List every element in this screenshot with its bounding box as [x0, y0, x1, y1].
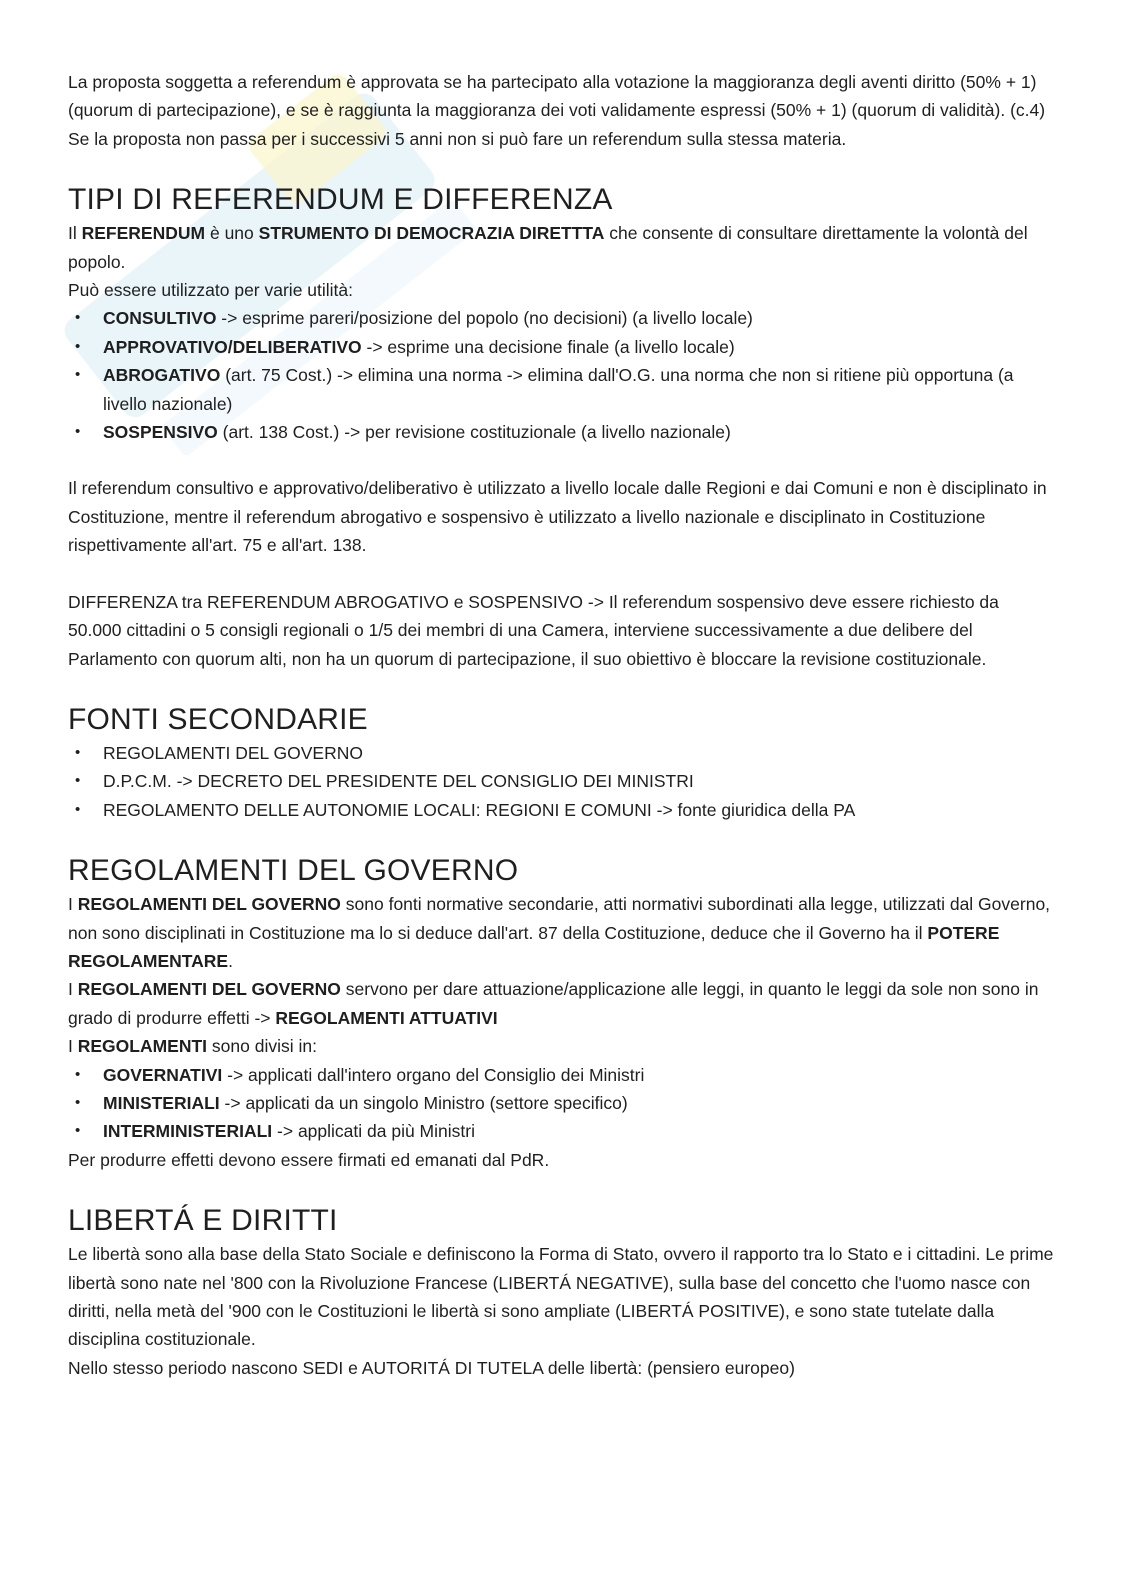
liberta-paragraph-2: Nello stesso periodo nascono SEDI e AUTORITÁ DI TUTELA delle libertà: (pensiero europeo) [68, 1357, 795, 1378]
referendum-types-list [68, 304, 1054, 446]
list-item: • GOVERNATIVI -> applicati dall'intero organo del Consiglio dei Ministri [68, 1061, 1054, 1089]
regolamenti-paragraph-2: I REGOLAMENTI DEL GOVERNO servono per dare attuazione/applicazione alle leggi, in quanto le leggi da sole non sono in grado di produrre effetti -> REGOLAMENTI ATTUATIVI [68, 979, 1039, 1028]
list-item: • MINISTERIALI -> applicati da un singolo Ministro (settore specifico) [68, 1089, 1054, 1117]
heading-tipi-referendum: TIPI DI REFERENDUM E DIFFERENZA [68, 183, 613, 217]
heading-liberta-diritti: LIBERTÁ E DIRITTI [68, 1204, 338, 1238]
list-item: • APPROVATIVO/DELIBERATIVO -> esprime una decisione finale (a livello locale) [68, 333, 1054, 361]
fonti-list [68, 739, 1054, 824]
heading-fonti-secondarie: FONTI SECONDARIE [68, 702, 368, 736]
liberta-paragraph-1: Le libertà sono alla base della Stato Sociale e definiscono la Forma di Stato, ovvero il rapporto tra lo Stato e i cittadini. Le prime libertà sono nate nel '800 con la Rivoluzione Francese (LIBERTÁ NEGATIVE), sulla base del concetto che l'uomo nasce con diritti, nella metà del '900 con le Costituzioni le libertà si sono ampliate (LIBERTÁ POSITIVE), e sono state tutelate dalla disciplina costituzionale. [68, 1244, 1054, 1350]
document-page [68, 68, 1054, 1382]
tipi-paragraph-4: DIFFERENZA tra REFERENDUM ABROGATIVO e SOSPENSIVO -> Il referendum sospensivo deve essere richiesto da 50.000 cittadini o 5 consigli regionali o 1/5 dei membri di una Camera, interviene successivamente a due delibere del Parlamento con quorum alti, non ha un quorum di partecipazione, il suo obiettivo è bloccare la revisione costituzionale. [68, 591, 999, 669]
regolamenti-types-list [68, 1061, 1054, 1146]
tipi-paragraph-1: Il REFERENDUM è uno STRUMENTO DI DEMOCRAZIA DIRETTTA che consente di consultare direttamente la volontà del popolo. [68, 223, 1028, 272]
regolamenti-paragraph-1: I REGOLAMENTI DEL GOVERNO sono fonti normative secondarie, atti normativi subordinati alla legge, utilizzati dal Governo, non sono disciplinati in Costituzione ma lo si deduce dall'art. 87 della Costituzione, deduce che il Governo ha il POTERE REGOLAMENTARE. [68, 894, 1051, 971]
heading-regolamenti-governo: REGOLAMENTI DEL GOVERNO [68, 854, 519, 888]
list-item: • SOSPENSIVO (art. 138 Cost.) -> per revisione costituzionale (a livello nazionale) [68, 418, 1054, 446]
intro-paragraph-2: Se la proposta non passa per i successivi 5 anni non si può fare un referendum sulla stessa materia. [68, 128, 847, 149]
list-item: • CONSULTIVO -> esprime pareri/posizione del popolo (no decisioni) (a livello locale) [68, 304, 1054, 332]
regolamenti-paragraph-4: Per produrre effetti devono essere firmati ed emanati dal PdR. [68, 1149, 550, 1170]
list-item: • D.P.C.M. -> DECRETO DEL PRESIDENTE DEL CONSIGLIO DEI MINISTRI [68, 767, 1054, 795]
tipi-paragraph-3: Il referendum consultivo e approvativo/deliberativo è utilizzato a livello locale dalle Regioni e dai Comuni e non è disciplinato in Costituzione, mentre il referendum abrogativo e sospensivo è utilizzato a livello nazionale e disciplinato in Costituzione rispettivamente all'art. 75 e all'art. 138. [68, 478, 1047, 556]
list-item: • ABROGATIVO (art. 75 Cost.) -> elimina una norma -> elimina dall'O.G. una norma che non si ritiene più opportuna (a livello nazionale) [68, 361, 1054, 418]
list-item: • REGOLAMENTO DELLE AUTONOMIE LOCALI: REGIONI E COMUNI -> fonte giuridica della PA [68, 796, 1054, 824]
list-item: • INTERMINISTERIALI -> applicati da più Ministri [68, 1117, 1054, 1145]
regolamenti-paragraph-3: I REGOLAMENTI sono divisi in: [68, 1036, 317, 1057]
intro-paragraph-1: La proposta soggetta a referendum è approvata se ha partecipato alla votazione la maggioranza degli aventi diritto (50% + 1)(quorum di partecipazione), e se è raggiunta la maggioranza dei voti validamente espressi (50% + 1) (quorum di validità). (c.4) [68, 72, 1046, 121]
tipi-paragraph-2: Può essere utilizzato per varie utilità: [68, 280, 353, 301]
list-item: • REGOLAMENTI DEL GOVERNO [68, 739, 1054, 767]
